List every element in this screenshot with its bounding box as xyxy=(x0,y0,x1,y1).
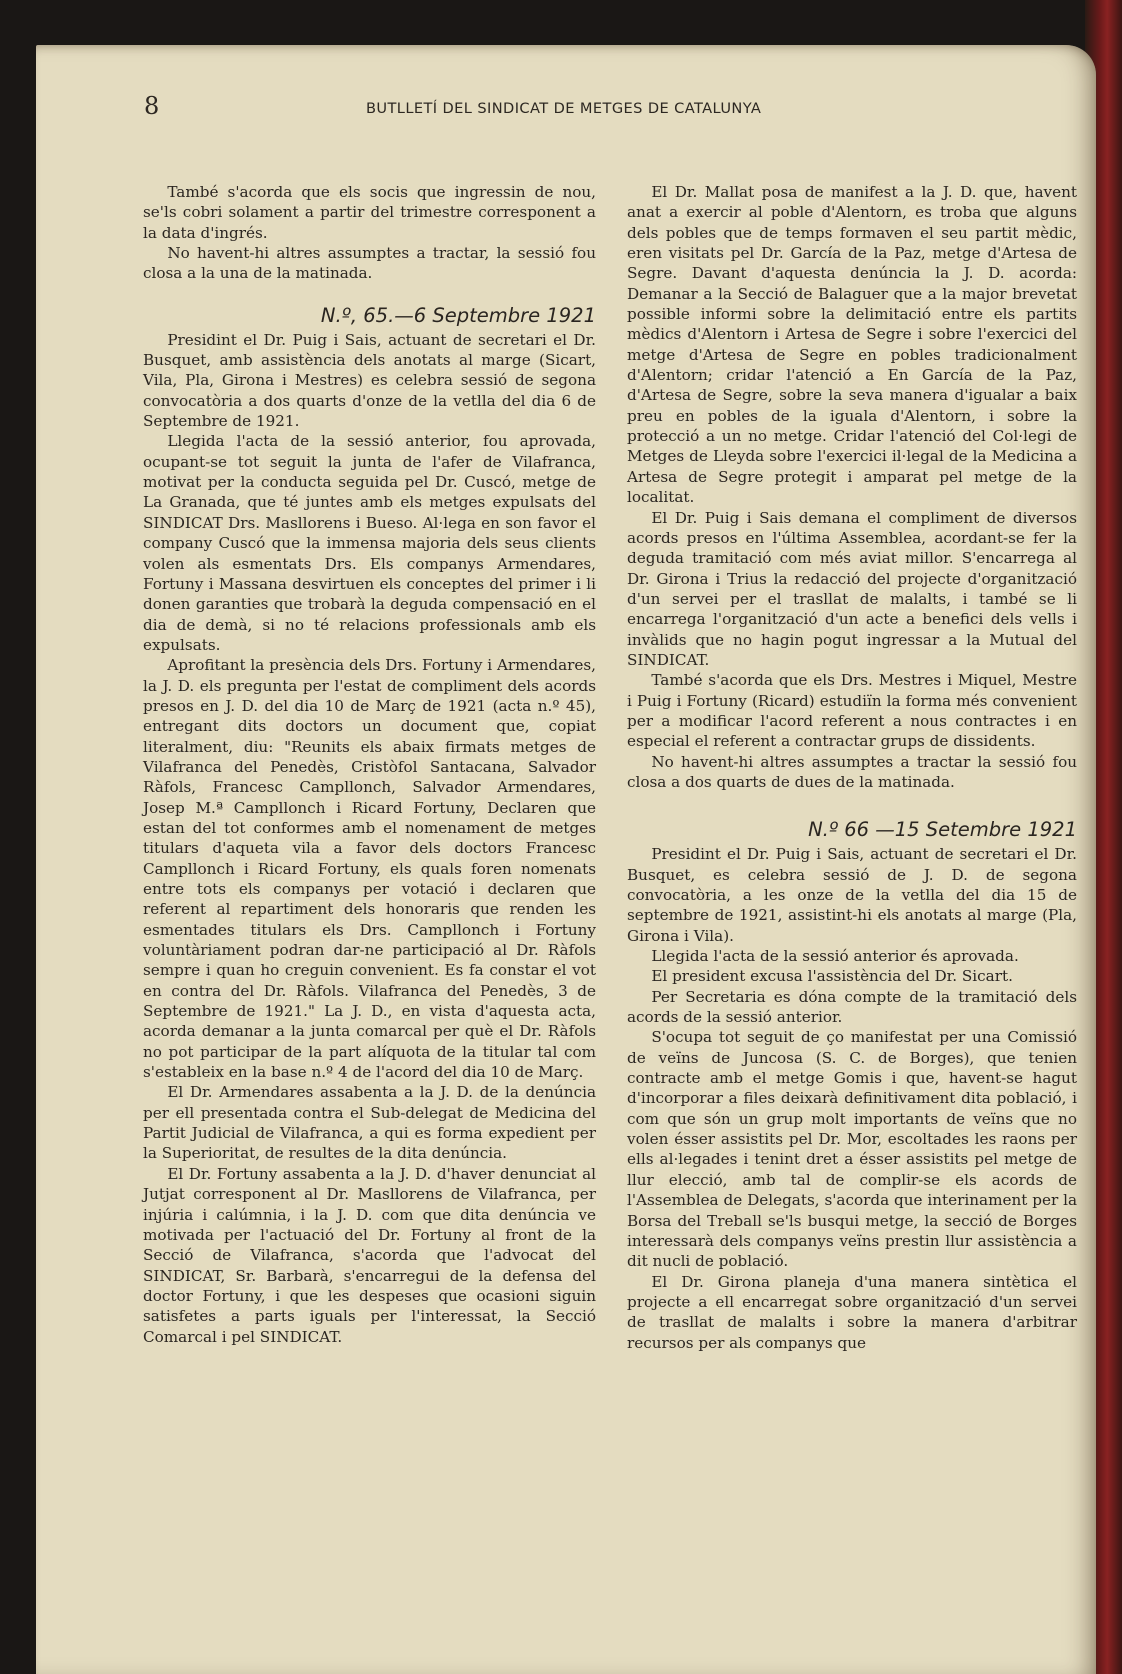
paragraph: Llegida l'acta de la sessió anterior, fou aprovada, ocupant-se tot seguit la junta de l'afer de Vilafranca, motivat per la conducta seguida pel Dr. Cuscó, metge de La Granada, que té juntes amb els metges expulsats del SINDICAT Drs. Masllorens i Bueso. Al·lega en son favor el company Cuscó que la immensa majoria dels seus clients volen als esmentats Drs. Els companys Armendares, Fortuny i Massana desvirtuen els conceptes del primer i li donen garanties que trobarà la deguda compensació en el dia de demà, si no té relacions professionals amb els expulsats. xyxy=(143,432,596,654)
paragraph: El Dr. Puig i Sais demana el compliment de diversos acords presos en l'última Assemblea, acordant-se fer la deguda tramitació com més aviat millor. S'encarrega al Dr. Girona i Trius la redacció del projecte d'organització d'un servei per el trasllat de malalts, i també se li encarrega l'organització d'un acte a benefici dels vells i invàlids que no hagin pogut ingressar a la Mutual del SINDICAT. xyxy=(627,508,1077,669)
paragraph: També s'acorda que els Drs. Mestres i Miquel, Mestre i Puig i Fortuny (Ricard) estudiïn la forma més convenient per a modificar l'acord referent a nous contractes i en especial el referent a contractar grups de dissidents. xyxy=(627,671,1077,751)
paragraph: S'ocupa tot seguit de ço manifestat per una Comissió de veïns de Juncosa (S. C. de Borges), que tenien contracte amb el metge Gomis i que, havent-se hagut d'incorporar a files deixarà definitivament dita població, i com que són un grup molt importants de veïns que no volen ésser assistits pel Dr. Mor, escoltades les raons per ells al·legades i tenint dret a ésser assistits pel metge de llur elecció, amb tal de complir-se els acords de l'Assemblea de Delegats, s'acorda que interinament per la Borsa del Treball se'ls busqui metge, la secció de Borges interessarà dels companys veïns prestin llur assistència a dit nucli de població. xyxy=(627,1028,1077,1271)
page-header xyxy=(0,92,1122,132)
paragraph: Presidint el Dr. Puig i Sais, actuant de secretari el Dr. Busquet, amb assistència dels anotats al marge (Sicart, Vila, Pla, Girona i Mestres) es celebra sessió de segona convocatòria a dos quarts d'onze de la vetlla del dia 6 de Septembre de 1921. xyxy=(143,330,596,431)
page-number: 8 xyxy=(144,92,160,120)
paragraph: El Dr. Girona planeja d'una manera sintètica el projecte a ell encarregat sobre organització d'un servei de trasllat de malalts i sobre la manera d'arbitrar recursos per als companys que xyxy=(627,1272,1077,1352)
running-head: BUTLLETÍ DEL SINDICAT DE METGES DE CATALUNYA xyxy=(366,100,762,117)
minutes-heading-65: N.º, 65.—6 Septembre 1921 xyxy=(320,303,596,327)
right-column xyxy=(627,182,1077,1353)
paragraph: Llegida l'acta de la sessió anterior és aprovada. xyxy=(651,947,1019,966)
paragraph: Presidint el Dr. Puig i Sais, actuant de secretari el Dr. Busquet, es celebra sessió de J. D. de segona convocatòria, a les onze de la vetlla del dia 15 de septembre de 1921, assistint-hi els anotats al marge (Pla, Girona i Vila). xyxy=(627,845,1077,945)
minutes-heading-66: N.º 66 —15 Setembre 1921 xyxy=(808,818,1077,842)
paragraph: Aprofitant la presència dels Drs. Fortuny i Armendares, la J. D. els pregunta per l'estat de compliment dels acords presos en J. D. del dia 10 de Març de 1921 (acta n.º 45), entregant dits doctors un document que, copiat literalment, diu: "Reunits els abaix firmats metges de Vilafranca del Penedès, Cristòfol Santacana, Salvador Ràfols, Francesc Campllonch, Salvador Armendares, Josep M.ª Campllonch i Ricard Fortuny, Declaren que estan del tot conformes amb el nomenament de metges titulars d'aqueta vila a favor dels doctors Francesc Campllonch i Ricard Fortuny, els quals foren nomenats entre tots els companys per votació i declaren que referent al repartiment dels honoraris que renden les esmentades titulars els Drs. Campllonch i Fortuny voluntàriament podran dar-ne participació al Dr. Ràfols sempre i quan ho creguin convenient. Es fa constar el vot en contra del Dr. Ràfols. Vilafranca del Penedès, 3 de Septembre de 1921." La J. D., en vista d'aquesta acta, acorda demanar a la junta comarcal per què el Dr. Ràfols no pot participar de la part alíquota de la titular tal com s'estableix en la base n.º 4 de l'acord del dia 10 de Març. xyxy=(143,656,596,1082)
left-column xyxy=(143,182,596,1347)
paragraph: El Dr. Armendares assabenta a la J. D. de la denúncia per ell presentada contra el Sub-delegat de Medicina del Partit Judicial de Vilafranca, a qui es forma expedient per la Superioritat, de resultes de la dita denúncia. xyxy=(143,1083,596,1163)
paragraph: No havent-hi altres assumptes a tractar la sessió fou closa a dos quarts de dues de la matinada. xyxy=(627,752,1077,791)
paragraph: Per Secretaria es dóna compte de la tramitació dels acords de la sessió anterior. xyxy=(627,987,1077,1027)
paragraph: També s'acorda que els socis que ingressin de nou, se'ls cobri solament a partir del trimestre corresponent a la data d'ingrés. xyxy=(143,183,596,242)
paragraph: El Dr. Mallat posa de manifest a la J. D. que, havent anat a exercir al poble d'Alentorn, es troba que alguns dels pobles que de temps formaven el seu partit mèdic, eren visitats pel Dr. García de la Paz, metge d'Artesa de Segre. Davant d'aquesta denúncia la J. D. acorda: Demanar a la Secció de Balaguer que a la major brevetat possible informi sobre la delimitació entre els partits mèdics d'Alentorn i Artesa de Segre i sobre l'exercici del metge d'Artesa de Segre en pobles tradicionalment d'Alentorn; cridar l'atenció a En García de la Paz, d'Artesa de Segre, sobre la seva manera d'igualar a baix preu en pobles de la iguala d'Alentorn, i sobre la protecció a un no metge. Cridar l'atenció del Col·legi de Metges de Lleyda sobre l'exercici il·legal de la Medicina a Artesa de Segre protegit i amparat pel metge de la localitat. xyxy=(627,183,1077,507)
paragraph: El Dr. Fortuny assabenta a la J. D. d'haver denunciat al Jutjat corresponent al Dr. Masllorens de Vilafranca, per injúria i calúmnia, i la J. D. com que dita denúncia ve motivada per l'actuació del Dr. Fortuny al front de la Secció de Vilafranca, s'acorda que l'advocat del SINDICAT, Sr. Barbarà, s'encarregui de la defensa del doctor Fortuny, i que les despeses que ocasioni siguin satisfetes a parts iguals per l'interessat, la Secció Comarcal i pel SINDICAT. xyxy=(143,1164,596,1346)
paragraph: No havent-hi altres assumptes a tractar, la sessió fou closa a la una de la matinada. xyxy=(143,244,596,283)
paragraph: El president excusa l'assistència del Dr. Sicart. xyxy=(651,967,1013,986)
